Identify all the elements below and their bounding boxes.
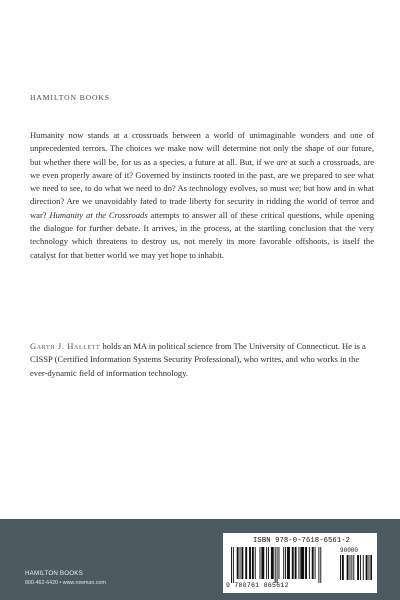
barcode-bar	[312, 547, 314, 579]
barcode-bars	[231, 547, 335, 583]
blurb-text-1: Humanity now stands at a crossroads between a world of unimaginable wonders and one of unprecedented terrors. The choices we make now will determine not only the shape of our future, but whether there will be, for us as a species, a future at all. But, if we	[30, 130, 374, 167]
barcode-bar	[309, 547, 310, 579]
author-bio-text: holds an MA in political science from The University of Connecticut. He is a CISSP (Certified Information Systems Security Professional), who writes, and who works in the ever-dynamic field of information technology.	[30, 341, 366, 378]
barcode-bar	[300, 547, 304, 579]
barcode-bar	[255, 547, 256, 579]
barcode-bar	[233, 547, 234, 583]
book-title-italic: Humanity at the Crossroads	[49, 209, 148, 220]
barcode-bar	[366, 555, 368, 580]
barcode-bar	[360, 555, 361, 580]
barcode-bar	[245, 547, 247, 579]
barcode-bar	[295, 547, 297, 579]
book-description	[30, 129, 374, 262]
barcode-bar	[275, 547, 276, 583]
publisher-name-top: HAMILTON BOOKS	[30, 93, 110, 102]
barcode-bar	[231, 547, 232, 583]
barcode-digits: 9 780761 865612	[226, 582, 289, 589]
barcode-bar	[241, 547, 243, 579]
author-name: Garth J. Hallett	[30, 341, 101, 351]
barcode-bar	[370, 555, 372, 580]
barcode-bar	[260, 547, 261, 579]
barcode-bar	[351, 555, 352, 580]
barcode-bar	[285, 547, 286, 579]
isbn-barcode	[223, 533, 377, 593]
barcode-bar	[283, 547, 284, 579]
barcode-bar	[350, 555, 351, 580]
barcode-bar	[249, 547, 251, 579]
barcode-bar	[279, 547, 280, 579]
barcode-bar	[320, 547, 321, 583]
footer-band	[0, 519, 400, 600]
barcode-bar	[305, 547, 307, 579]
isbn-label: ISBN 978-0-7618-6561-2	[253, 537, 351, 545]
barcode-bar	[252, 547, 254, 579]
barcode-bar	[266, 547, 267, 579]
barcode-bar	[298, 547, 299, 579]
barcode-bar	[271, 547, 274, 579]
blurb-emphasis-are: are	[276, 156, 288, 167]
barcode-bar	[357, 555, 359, 580]
author-bio	[30, 340, 374, 380]
barcode-bar	[268, 547, 269, 579]
barcode-bar	[287, 547, 290, 579]
barcode-bar	[363, 555, 364, 580]
barcode-bar	[369, 555, 370, 580]
footer-contact-info: 800-462-6420 • www.rowman.com	[25, 580, 106, 586]
barcode-bar	[261, 547, 264, 579]
barcode-bar	[340, 555, 341, 580]
barcode-bar	[347, 555, 349, 580]
barcode-addon-digits: 90000	[340, 547, 359, 554]
barcode-bar	[318, 547, 319, 583]
blurb-text-2: at such a crossroads, are we even properly aware of it? Governed by instincts rooted in the past, are we prepared to see what we need to see, to do what we need to do? As technology evolves, so must we; but how and in what direction? Are we unavoidably fated to trade liberty for security in ridding the world of terror and war?	[30, 156, 374, 220]
barcode-bar	[342, 555, 344, 580]
barcode-bar	[353, 555, 354, 580]
barcode-bar	[277, 547, 278, 583]
barcode-bar	[237, 547, 239, 579]
footer-publisher-name: HAMILTON BOOKS	[25, 570, 83, 577]
blurb-text-3: attempts to answer all of these critical questions, while opening the dialogue for further debate. It arrives, in the process, at the startling conclusion that the very technology which threatens to destroy us, not merely its more favorable offshoots, is itself the catalyst for that better world we may yet hope to inhabit.	[30, 209, 375, 260]
barcode-bar	[240, 547, 241, 579]
barcode-bar	[292, 547, 294, 579]
barcode-bar	[315, 547, 316, 579]
